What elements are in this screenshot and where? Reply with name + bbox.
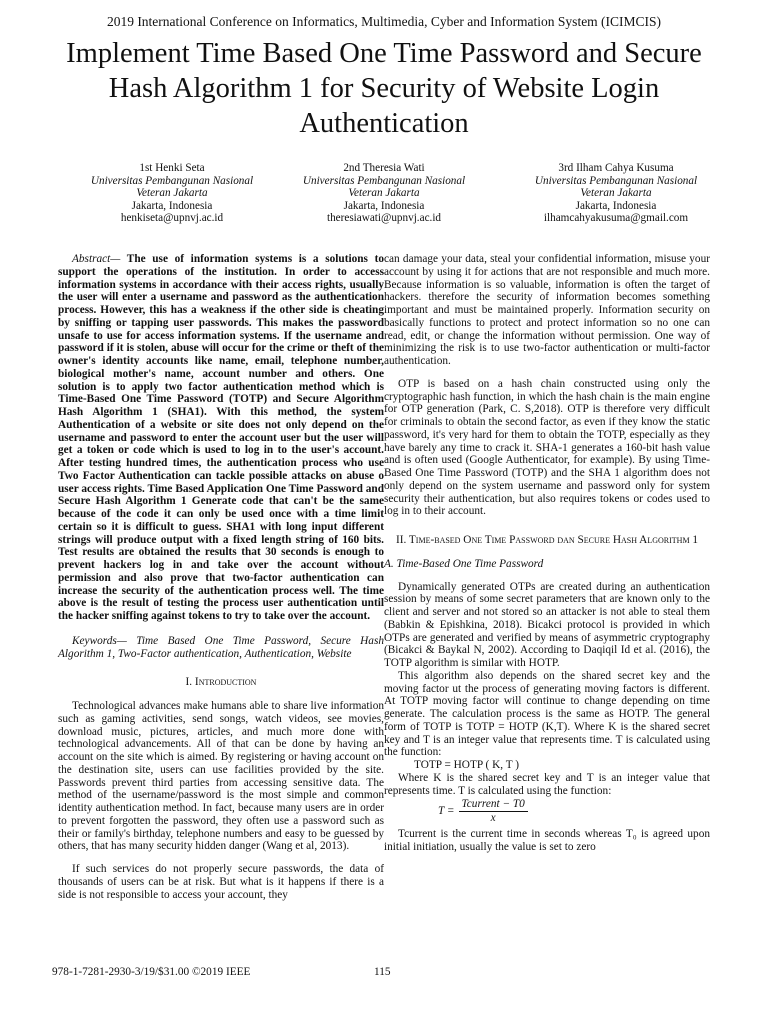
right-column (384, 253, 710, 853)
paper-title: Implement Time Based One Time Password and Secure Hash Algorithm 1 for Security of Website Login Authentication (66, 38, 702, 139)
subsection-heading-totp: A. Time-Based One Time Password (384, 557, 544, 570)
body-paragraph: can damage your data, steal your confidential information, misuse your account by using it for actions that are not responsible and much more. Because information is so valuable, information is often the target of hackers. therefore the security of information becomes something important and must be maintained properly. Information security on basically functions to protect and protect information so no one can read, edit, or change the information without permission. One way of minimizing the risk is to use two-factor authentication or multi-factor authentication. (384, 253, 710, 367)
author-block-1 (62, 162, 282, 225)
section-heading-totp-sha1: II. Time-based One Time Password dan Secure Hash Algorithm 1 (395, 534, 699, 546)
body-paragraph: Where K is the shared secret key and T is an integer value that represents time. T is calculated using the function: (384, 771, 710, 797)
author-affiliation: Universitas Pembangunan Nasional (90, 174, 254, 187)
section-heading-introduction: I. Introduction (185, 676, 257, 689)
keywords (58, 635, 384, 661)
author-affiliation: Veteran Jakarta (348, 187, 420, 200)
copyright-footer: 978-1-7281-2930-3/19/$31.00 ©2019 IEEE (52, 966, 251, 978)
left-column (58, 253, 384, 901)
author-affiliation: Veteran Jakarta (136, 187, 208, 200)
equation-denominator: x (490, 812, 496, 824)
author-name: 1st Henki Seta (139, 162, 205, 174)
author-email: theresiawati@upnvj.ac.id (326, 212, 442, 225)
author-block-2 (274, 162, 494, 225)
equation-totp: TOTP = HOTP ( K, T ) (414, 759, 520, 771)
author-affiliation: Universitas Pembangunan Nasional (534, 174, 698, 187)
body-paragraph: Tcurrent is the current time in seconds whereas T₀ is agreed upon initial initiation, usually the value is set to zero (384, 827, 710, 853)
abstract-text: The use of information systems is a solutions to support the operations of the institution. In order to access information systems in accordance with their access rights, usually the user will enter a username and password as the authentication process. However, this has a weakness if the other side is cheating by sniffing or tapping user passwords. This makes the password unsafe to use for access information systems. If the username and password if it is stolen, abuse will occur for the crime or theft of the owner's identity accounts like name, email, telephone number, biological mother's name, account number and others. One solution is to apply two factor authentication method which is Time-Based One Time Password (TOTP) and Secure Algorithm Hash Algorithm 1 (SHA1). With this method, the system Authentication of a website or site does not only depend on the username and password to enter the account user but the user will get a token or code which is used to log in to the user's account. After testing hundred times, the authentication process who use Two Factor Authentication can tackle possible attacks on abuse o user access rights. Time Based Application One Time Password and Secure Hash Algorithm 1 Generate code that can't be the same because of the code it can only be used once with a time limit certain so it is difficult to guess. SHA1 with long input different strings will produce output with a fixed length string of 160 bits. Test results are obtained the results that 30 seconds is enough to prevent hackers log in and take over the account without permission and also prove that two-factor authentication can increase the security of the authentication process well. The time above is the result of testing the process user authentication until the hacker sniffing against tokens to try to take over the account. (58, 253, 384, 622)
keywords-label: Keywords— (72, 634, 127, 647)
body-paragraph: If such services do not properly secure passwords, the data of thousands of users can be at risk. But what is it happens if there is a side is not responsible to access your account, they (58, 863, 384, 901)
author-email: ilhamcahyakusuma@gmail.com (543, 212, 689, 225)
body-paragraph: OTP is based on a hash chain constructed using only the cryptographic hash function, in which the hash chain is the main engine for OTP generation (Park, C. S,2018). OTP is therefore very difficult for criminals to obtain the second factor, as even if they know the static password, it's very hard for them to obtain the TOTP, especially as they have barely any time to crack it. SHA-1 generates a 160-bit hash value and is often used (Google Authenticator, for example). By using Time-Based One Time Password (TOTP) and the SHA 1 algorithm does not only depend on the system username and password only for system security their authentication, but also requires tokens or codes used to log in to their account. (384, 377, 710, 518)
abstract-label: Abstract— (72, 253, 121, 265)
body-paragraph: Technological advances make humans able to share live information such as gaming activities, send songs, watch videos, see movies, download music, pictures, articles, and much more done with technological advancements. All of that can be done by having an account on the site which is aimed. By registering or having account on the destination site, users can use facilities provided by the site. Passwords prevent third parties from accessing sensitive data. The method of the username/password is the most simple and common identity authentication method. In fact, because many users are in order to prevent forgotten the password, they often use a password such as their or family's birthday, telephone numbers and easy to be guessed by others, that has many security hidden danger (Wang et al, 2013). (58, 700, 384, 853)
equation-numerator: Tcurrent − T0 (459, 798, 528, 812)
author-location: Jakarta, Indonesia (131, 199, 213, 212)
body-paragraph: This algorithm also depends on the shared secret key and the moving factor ut the process of generating moving factors is different. At TOTP moving factor will continue to change depending on time generate. The calculation process is the same as HOTP. The general form of TOTP is TOTP = HOTP (K,T). Where K is the shared secret key and T is an integer value that represents time. T is calculated using the function: (384, 669, 710, 759)
page-number: 115 (374, 966, 391, 978)
author-block-3 (506, 162, 726, 225)
author-name: 2nd Theresia Wati (343, 162, 425, 174)
author-name: 3rd Ilham Cahya Kusuma (558, 162, 674, 174)
body-paragraph: Dynamically generated OTPs are created during an authentication session by means of some secret parameters that are known only to the client and server and not stored so an attacker is not able to steal them (Babkin & Epishkina, 2018). Bicakci protocol is provided in which OTPs are generated and verified by means of asymmetric cryptography (Bicakci & Baykal N, 2002). According to Daqiqil Id et al. (2016), the TOTP algorithm is similar with HOTP. (384, 580, 710, 669)
author-affiliation: Veteran Jakarta (580, 187, 652, 200)
equation-time-step (384, 798, 710, 825)
author-location: Jakarta, Indonesia (343, 199, 425, 212)
author-affiliation: Universitas Pembangunan Nasional (302, 174, 466, 187)
author-location: Jakarta, Indonesia (575, 199, 657, 212)
equation-lhs: T = (438, 805, 455, 818)
equation-fraction (459, 798, 528, 825)
author-email: henkiseta@upnvj.ac.id (120, 212, 224, 225)
keywords-text: Time Based One Time Password, Secure Hash Algorithm 1, Two-Factor authentication, Authentication, Website (58, 634, 384, 660)
conference-header: 2019 International Conference on Informatics, Multimedia, Cyber and Information System (ICIMCIS) (106, 14, 662, 29)
abstract (58, 253, 384, 623)
